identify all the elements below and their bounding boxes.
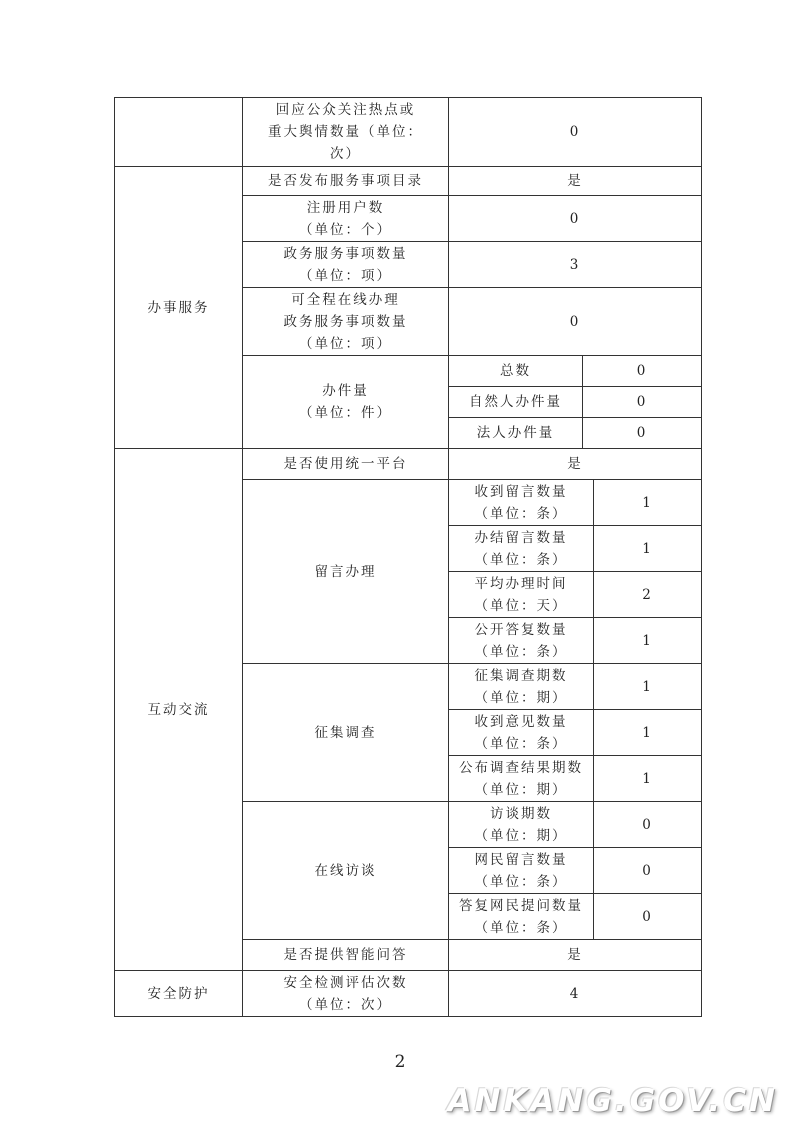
- case-natural-label: 自然人办件量: [449, 387, 583, 418]
- online-items-value: 0: [449, 288, 702, 356]
- case-volume-label: 办件量 （单位：件）: [243, 356, 449, 449]
- survey-periods-label: 征集调查期数 （单位：期）: [449, 664, 594, 710]
- public-replies-label: 公开答复数量 （单位：条）: [449, 618, 594, 664]
- netizen-messages-value: 0: [594, 848, 702, 894]
- netizen-messages-label: 网民留言数量 （单位：条）: [449, 848, 594, 894]
- online-interview-label: 在线访谈: [243, 802, 449, 940]
- survey-results-value: 1: [594, 756, 702, 802]
- hotspot-response-label: 回应公众关注热点或 重大舆情数量（单位： 次）: [243, 98, 449, 167]
- case-total-label: 总数: [449, 356, 583, 387]
- interview-periods-label: 访谈期数 （单位：期）: [449, 802, 594, 848]
- avg-handling-time-label: 平均办理时间 （单位：天）: [449, 572, 594, 618]
- blank-category-cell: [115, 98, 243, 167]
- category-security: 安全防护: [115, 971, 243, 1017]
- site-watermark: ANKANG.GOV.CN: [447, 1083, 778, 1119]
- security-assessments-label: 安全检测评估次数 （单位：次）: [243, 971, 449, 1017]
- case-total-value: 0: [583, 356, 702, 387]
- case-natural-value: 0: [583, 387, 702, 418]
- messages-closed-value: 1: [594, 526, 702, 572]
- opinions-received-label: 收到意见数量 （单位：条）: [449, 710, 594, 756]
- case-legal-value: 0: [583, 418, 702, 449]
- registered-users-value: 0: [449, 196, 702, 242]
- answers-label: 答复网民提问数量 （单位：条）: [449, 894, 594, 940]
- service-catalog-label: 是否发布服务事项目录: [243, 167, 449, 196]
- survey-label: 征集调查: [243, 664, 449, 802]
- security-assessments-value: 4: [449, 971, 702, 1017]
- smart-qa-value: 是: [449, 940, 702, 971]
- unified-platform-label: 是否使用统一平台: [243, 449, 449, 480]
- service-catalog-value: 是: [449, 167, 702, 196]
- public-replies-value: 1: [594, 618, 702, 664]
- smart-qa-label: 是否提供智能问答: [243, 940, 449, 971]
- message-handling-label: 留言办理: [243, 480, 449, 664]
- messages-received-value: 1: [594, 480, 702, 526]
- avg-handling-time-value: 2: [594, 572, 702, 618]
- unified-platform-value: 是: [449, 449, 702, 480]
- service-items-value: 3: [449, 242, 702, 288]
- category-service: 办事服务: [115, 167, 243, 449]
- category-interaction: 互动交流: [115, 449, 243, 971]
- service-items-label: 政务服务事项数量 （单位：项）: [243, 242, 449, 288]
- case-legal-label: 法人办件量: [449, 418, 583, 449]
- interview-periods-value: 0: [594, 802, 702, 848]
- survey-results-label: 公布调查结果期数 （单位：期）: [449, 756, 594, 802]
- registered-users-label: 注册用户数 （单位：个）: [243, 196, 449, 242]
- survey-periods-value: 1: [594, 664, 702, 710]
- page-number: 2: [394, 1052, 406, 1072]
- answers-value: 0: [594, 894, 702, 940]
- hotspot-response-value: 0: [449, 98, 702, 167]
- messages-received-label: 收到留言数量 （单位：条）: [449, 480, 594, 526]
- messages-closed-label: 办结留言数量 （单位：条）: [449, 526, 594, 572]
- statistics-table: [114, 97, 702, 1017]
- opinions-received-value: 1: [594, 710, 702, 756]
- online-items-label: 可全程在线办理 政务服务事项数量 （单位：项）: [243, 288, 449, 356]
